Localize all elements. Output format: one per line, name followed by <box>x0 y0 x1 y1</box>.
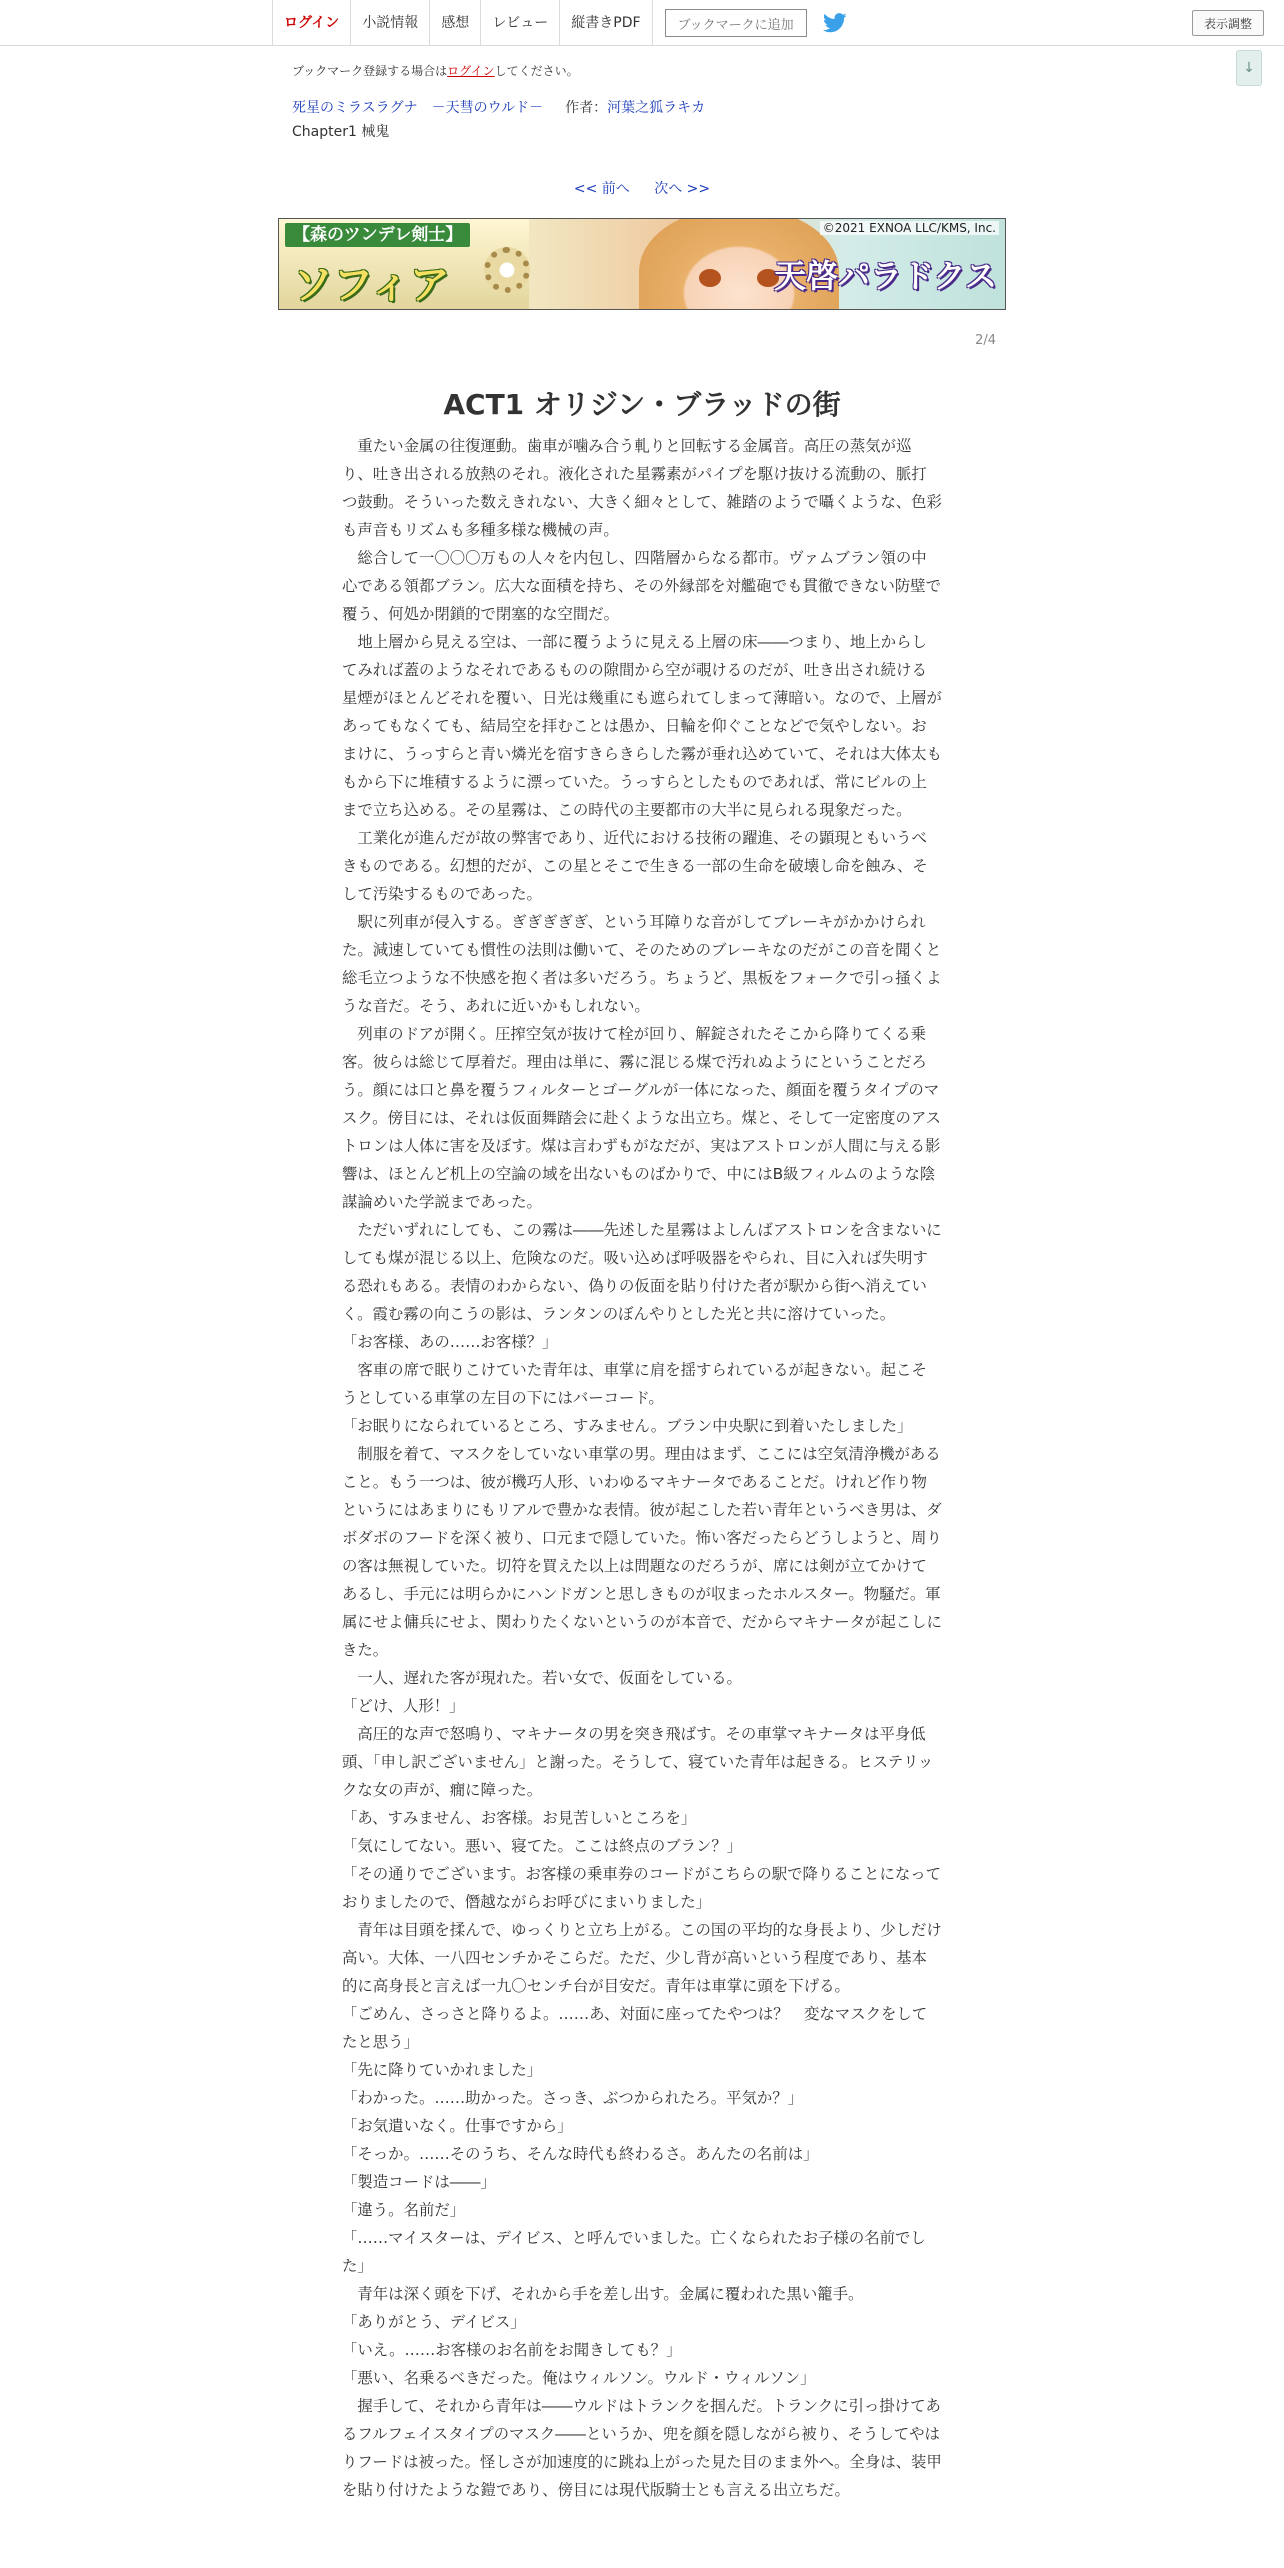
body-paragraph: 「気にしてない。悪い、寝てた。ここは終点のブラン？」 <box>342 1837 743 1855</box>
body-paragraph: 「その通りでございます。お客様の乗車券のコードがこちらの駅で降りることになっておりましたので、僭越ながらお呼びにまいりました」 <box>342 1865 942 1911</box>
twitter-bird-icon[interactable] <box>823 12 849 34</box>
body-paragraph: 「わかった。……助かった。さっき、ぶつかられたろ。平気か？」 <box>342 2089 804 2107</box>
body-paragraph: 「……マイスターは、デイビス、と呼んでいました。亡くなられたお子様の名前でした」 <box>342 2229 926 2275</box>
body-paragraph: 「お客様、あの……お客様？」 <box>342 1333 558 1351</box>
body-paragraph: 「そっか。……そのうち、そんな時代も終わるさ。あんたの名前は」 <box>342 2145 819 2163</box>
nav-login[interactable]: ログイン <box>272 0 350 46</box>
scroll-down-button[interactable]: ↓ <box>1236 50 1262 86</box>
body-paragraph: 総合して一〇〇〇万もの人々を内包し、四階層からなる都市。ヴァムブラン領の中心である領都ブラン。広大な面積を持ち、その外縁部を対艦砲でも貫徹できない防壁で覆う、何処か閉鎖的で閉塞的な空間だ。 <box>342 549 942 623</box>
notice-login-link[interactable]: ログイン <box>447 64 495 78</box>
body-paragraph: 工業化が進んだが故の弊害であり、近代における技術の躍進、その顕現ともいうべきものである。幻想的だが、この星とそこで生きる一部の生命を破壊し命を蝕み、そして汚染するものであった。 <box>342 829 928 903</box>
ad-banner[interactable] <box>278 218 1006 310</box>
body-paragraph: 列車のドアが開く。圧搾空気が抜けて栓が回り、解錠されたそこから降りてくる乗客。彼らは総じて厚着だ。理由は単に、霧に混じる煤で汚れぬようにということだろう。顔には口と鼻を覆うフィルターとゴーグルが一体になった、顔面を覆うタイプのマスク。傍目には、それは仮面舞踏会に赴くような出立ち。煤と、そして一定密度のアストロンは人体に害を及ぼす。煤は言わずもがなだが、実はアストロンが人間に与える影響は、ほとんど机上の空論の域を出ないものばかりで、中にはB級フィルムのような陰謀論めいた学説まであった。 <box>342 1025 942 1211</box>
body-paragraph: 地上層から見える空は、一部に覆うように見える上層の床――つまり、地上からしてみれば蓋のようなそれであるものの隙間から空が覗けるのだが、吐き出され続ける星煙がほとんどそれを覆い、日光は幾重にも遮られてしまって薄暗い。なので、上層があってもなくても、結局空を拝むことは愚か、日輪を仰ぐことなどで気やしない。おまけに、うっすらと青い燐光を宿すきらきらした霧が垂れ込めていて、それは大体太ももから下に堆積するように漂っていた。うっすらとしたものであれば、常にビルの上まで立ち込める。その星霧は、この時代の主要都市の大半に見られる現象だった。 <box>342 633 942 819</box>
body-paragraph: 駅に列車が侵入する。ぎぎぎぎぎ、という耳障りな音がしてブレーキがかかけられた。減速していても慣性の法則は働いて、そのためのブレーキなのだがこの音を聞くと総毛立つような不快感を抱く者は多いだろう。ちょうど、黒板をフォークで引っ掻くような音だ。そう、あれに近いかもしれない。 <box>342 913 942 1015</box>
body-paragraph: 「どけ、人形！」 <box>342 1697 465 1715</box>
body-paragraph: 「お眠りになられているところ、すみません。ブラン中央駅に到着いたしました」 <box>342 1417 913 1435</box>
body-paragraph: 「あ、すみません、お客様。お見苦しいところを」 <box>342 1809 697 1827</box>
banner-copyright: ©2021 EXNOA LLC/KMS, Inc. <box>820 221 999 235</box>
banner-character-name: ソフィア <box>293 262 450 308</box>
body-paragraph: 一人、遅れた客が現れた。若い女で、仮面をしている。 <box>357 1669 742 1687</box>
body-paragraph: 「製造コードは――」 <box>342 2173 496 2191</box>
chapter-title: Chapter1 械鬼 <box>292 124 390 140</box>
banner-game-logo: 天啓パラドクス <box>773 257 997 295</box>
author-label: 作者： <box>565 100 608 116</box>
novel-meta <box>292 97 705 117</box>
nav-impressions[interactable]: 感想 <box>429 0 480 46</box>
body-paragraph: 「ありがとう、デイビス」 <box>342 2313 526 2331</box>
body-paragraph: 客車の席で眠りこけていた青年は、車掌に肩を揺すられているが起きない。起こそうとしている車掌の左目の下にはバーコード。 <box>342 1361 927 1407</box>
series-title-link[interactable]: 死星のミラスラグナ －天彗のウルド－ <box>292 100 544 116</box>
body-paragraph: 青年は深く頭を下げ、それから手を差し出す。金属に覆われた黒い籠手。 <box>357 2285 864 2303</box>
body-paragraph: 高圧的な声で怒鳴り、マキナータの男を突き飛ばす。その車掌マキナータは平身低頭、「申し訳ございません」と謝った。そうして、寝ていた青年は起きる。ヒステリックな女の声が、癇に障った。 <box>342 1725 934 1799</box>
bookmark-add-button[interactable]: ブックマークに追加 <box>665 9 807 37</box>
body-paragraph: 「悪い、名乗るべきだった。俺はウィルソン。ウルド・ウィルソン」 <box>342 2369 816 2387</box>
notice-text-before: ブックマーク登録する場合は <box>292 64 448 78</box>
notice-text-after: してください。 <box>494 64 579 78</box>
body-paragraph: 「いえ。……お客様のお名前をお聞きしても？」 <box>342 2341 682 2359</box>
body-paragraph: 「先に降りていかれました」 <box>342 2061 543 2079</box>
body-paragraph: ただいずれにしても、この霧は――先述した星霧はよしんばアストロンを含まないにしても煤が混じる以上、危険なのだ。吸い込めば呼吸器をやられ、目に入れば失明する恐れもある。表情のわからない、偽りの仮面を貼り付けた者が駅から街へ消えていく。霞む霧の向こうの影は、ランタンのぼんやりとした光と共に溶けていった。 <box>342 1221 942 1323</box>
nav-novel-info[interactable]: 小説情報 <box>350 0 429 46</box>
login-notice <box>292 62 579 79</box>
pager <box>0 178 1284 198</box>
banner-tag: 【森のツンデレ剣士】 <box>285 223 470 247</box>
nav-vertical-pdf[interactable]: 縦書きPDF <box>559 0 652 46</box>
prev-link[interactable]: << 前へ <box>573 181 630 197</box>
body-paragraph: 「お気遣いなく。仕事ですから」 <box>342 2117 573 2135</box>
body-paragraph: 制服を着て、マスクをしていない車掌の男。理由はまず、ここには空気清浄機があること。もう一つは、彼が機巧人形、いわゆるマキナータであることだ。けれど作り物というにはあまりにもリアルで豊かな表情。彼が起こした若い青年というべき男は、ダボダボのフードを深く被り、口元まで隠していた。怖い客だったらどうしようと、周りの客は無視していた。切符を買えた以上は問題なのだろうが、席には剣が立てかけてあるし、手元には明らかにハンドガンと思しきものが収まったホルスター。物騒だ。軍属にせよ傭兵にせよ、関わりたくないというのが本音で、だからマキナータが起こしにきた。 <box>342 1445 942 1659</box>
body-paragraph: 重たい金属の往復運動。歯車が噛み合う軋りと回転する金属音。高圧の蒸気が巡り、吐き出される放熱のそれ。液化された星霧素がパイプを駆け抜ける流動の、脈打つ鼓動。そういった数えきれない、大きく細々として、雑踏のようで囁くような、色彩も声音もリズムも多種多様な機械の声。 <box>342 437 942 539</box>
author-link[interactable]: 河葉之狐ラキカ <box>607 100 706 116</box>
episode-title: ACT1 オリジン・ブラッドの街 <box>443 387 841 421</box>
novel-body <box>342 432 942 2504</box>
banner-eye-left <box>699 269 721 287</box>
header-bar <box>0 0 1284 46</box>
next-link[interactable]: 次へ >> <box>654 181 711 197</box>
nav-review[interactable]: レビュー <box>480 0 559 46</box>
banner-gear-icon <box>484 247 530 293</box>
body-paragraph: 握手して、それから青年は――ウルドはトランクを掴んだ。トランクに引っ掛けてあるフルフェイスタイプのマスク――というか、兜を顔を隠しながら被り、そうしてやはりフードは被った。怪しさが加速度的に跳ね上がった見た目のまま外へ。全身は、装甲を貼り付けたような鎧であり、傍目には現代版騎士とも言える出立ちだ。 <box>342 2397 942 2499</box>
display-settings-button[interactable]: 表示調整 <box>1192 10 1264 36</box>
body-paragraph: 「違う。名前だ」 <box>342 2201 466 2219</box>
page-number: 2/4 <box>975 333 996 348</box>
main-nav <box>272 0 849 46</box>
body-paragraph: 「ごめん、さっさと降りるよ。……あ、対面に座ってたやつは？ 変なマスクをしてたと思う」 <box>342 2005 928 2051</box>
body-paragraph: 青年は目頭を揉んで、ゆっくりと立ち上がる。この国の平均的な身長より、少しだけ高い。大体、一八四センチかそこらだ。ただ、少し背が高いという程度であり、基本的に高身長と言えば一九〇センチ台が目安だ。青年は車掌に頭を下げる。 <box>342 1921 942 1995</box>
